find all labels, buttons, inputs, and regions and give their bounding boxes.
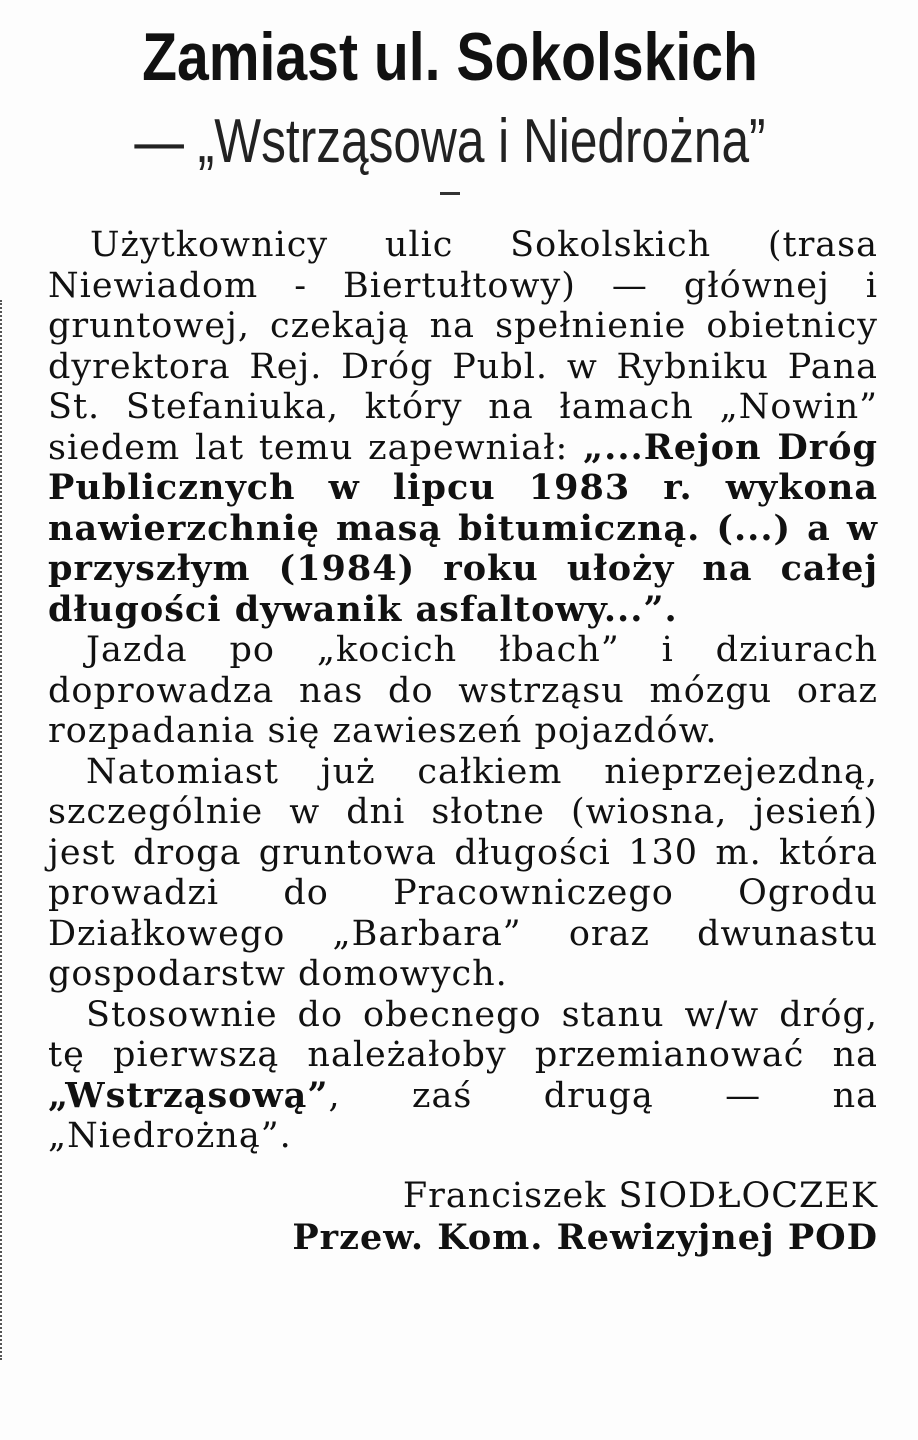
paragraph-1 <box>48 225 878 630</box>
paragraph-quote: „...Rejon Dróg Publicznych w lipcu 1983 r. wykona nawierzchnię masą bitumiczną. (...) a w przyszłym (1984) roku ułoży na całej długości dywanik asfaltowy...”. <box>48 426 878 630</box>
paragraph-text: , zaś drugą — na „Niedrożną”. <box>48 1075 878 1156</box>
author-role: Przew. Kom. Rewizyjnej POD <box>292 1216 878 1258</box>
paragraph-text: Natomiast już całkiem nieprzejezdną, szczególnie w dni słotne (wiosna, jesień) jest droga gruntowa długości 130 m. która prowadzi do Pracowniczego Ogrodu Działkowego „Barbara” oraz dwunastu gospodarstw domowych. <box>48 751 878 994</box>
signature <box>48 1175 878 1259</box>
author-name: Franciszek SIODŁOCZEK <box>402 1175 878 1216</box>
paragraph-quote: „Wstrząsową” <box>48 1074 329 1116</box>
torn-edge <box>0 300 10 1360</box>
paragraph-2 <box>48 630 878 752</box>
paragraph-text: Użytkownicy ulic Sokolskich (trasa Niewiadom - Biertułtowy) — głównej i gruntowej, czekają na spełnienie obietnicy dyrektora Rej. Dróg Publ. w Rybniku Pana St. Stefaniuka, który na łamach „Nowin” siedem lat temu zapewniał: <box>48 225 878 468</box>
paragraph-text: Jazda po „kocich łbach” i dziurach doprowadza nas do wstrząsu mózgu oraz rozpadania się zawieszeń pojazdów. <box>48 630 878 751</box>
headline: Zamiast ul. Sokolskich <box>142 19 758 95</box>
article-body <box>48 225 878 1259</box>
paragraph-4 <box>48 995 878 1157</box>
paragraph-text: Stosownie do obecnego stanu w/w dróg, tę pierwszą należałoby przemianować na <box>48 994 878 1075</box>
subheadline: — „Wstrząsowa i Niedrożna” <box>134 107 766 176</box>
divider <box>440 192 460 195</box>
paragraph-3 <box>48 752 878 995</box>
